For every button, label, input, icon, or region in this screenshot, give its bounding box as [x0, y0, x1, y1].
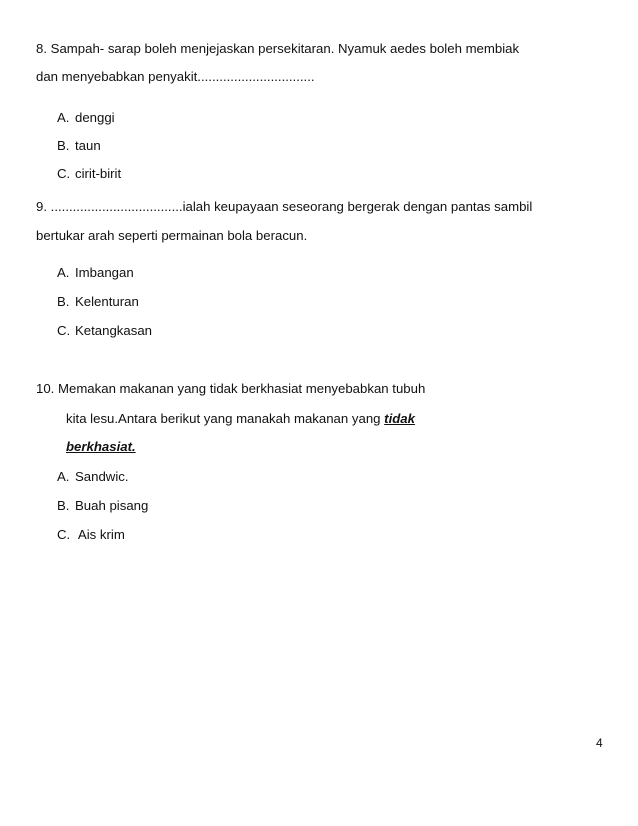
option-letter: C.	[57, 323, 71, 338]
option-letter: B.	[57, 498, 70, 513]
option-letter: B.	[57, 138, 70, 153]
emphasis-berkhasiat: berkhasiat.	[66, 439, 136, 454]
option-text: Kelenturan	[75, 294, 139, 309]
question-9-line-1: 9. ....................................ialah keupayaan seseorang bergerak dengan pantas sambil	[36, 199, 533, 214]
option-letter: A.	[57, 110, 70, 125]
question-9-option-c	[57, 323, 152, 338]
question-10-line-1: 10. Memakan makanan yang tidak berkhasiat menyebabkan tubuh	[36, 381, 426, 396]
question-10-option-a	[57, 469, 129, 484]
option-letter: B.	[57, 294, 70, 309]
option-letter: A.	[57, 469, 70, 484]
option-text: Ais krim	[75, 527, 125, 542]
option-text: Buah pisang	[75, 498, 149, 513]
question-8-line-1: 8. Sampah- sarap boleh menjejaskan persekitaran. Nyamuk aedes boleh membiak	[36, 41, 520, 56]
question-8-line-2: dan menyebabkan penyakit................................	[36, 69, 315, 84]
question-8-option-b	[57, 138, 101, 153]
option-text: Ketangkasan	[75, 323, 152, 338]
option-text: Imbangan	[75, 265, 134, 280]
option-text: denggi	[75, 110, 115, 125]
option-text: taun	[75, 138, 101, 153]
question-10-line-2	[66, 411, 415, 426]
option-letter: C.	[57, 527, 71, 542]
option-text: cirit-birit	[75, 166, 122, 181]
question-8-option-a	[57, 110, 115, 125]
option-letter: A.	[57, 265, 70, 280]
question-9-line-2: bertukar arah seperti permainan bola beracun.	[36, 228, 308, 243]
option-letter: C.	[57, 166, 71, 181]
question-10-line-2-text: kita lesu.Antara berikut yang manakah makanan yang	[66, 411, 381, 426]
option-text: Sandwic.	[75, 469, 129, 484]
question-9-option-a	[57, 265, 134, 280]
question-8-option-c	[57, 166, 121, 181]
page-number: 4	[596, 736, 603, 750]
question-10-option-b	[57, 498, 148, 513]
emphasis-tidak: tidak	[384, 411, 415, 426]
question-10-option-c	[57, 527, 125, 542]
question-9-option-b	[57, 294, 139, 309]
question-10-line-3	[66, 439, 136, 454]
